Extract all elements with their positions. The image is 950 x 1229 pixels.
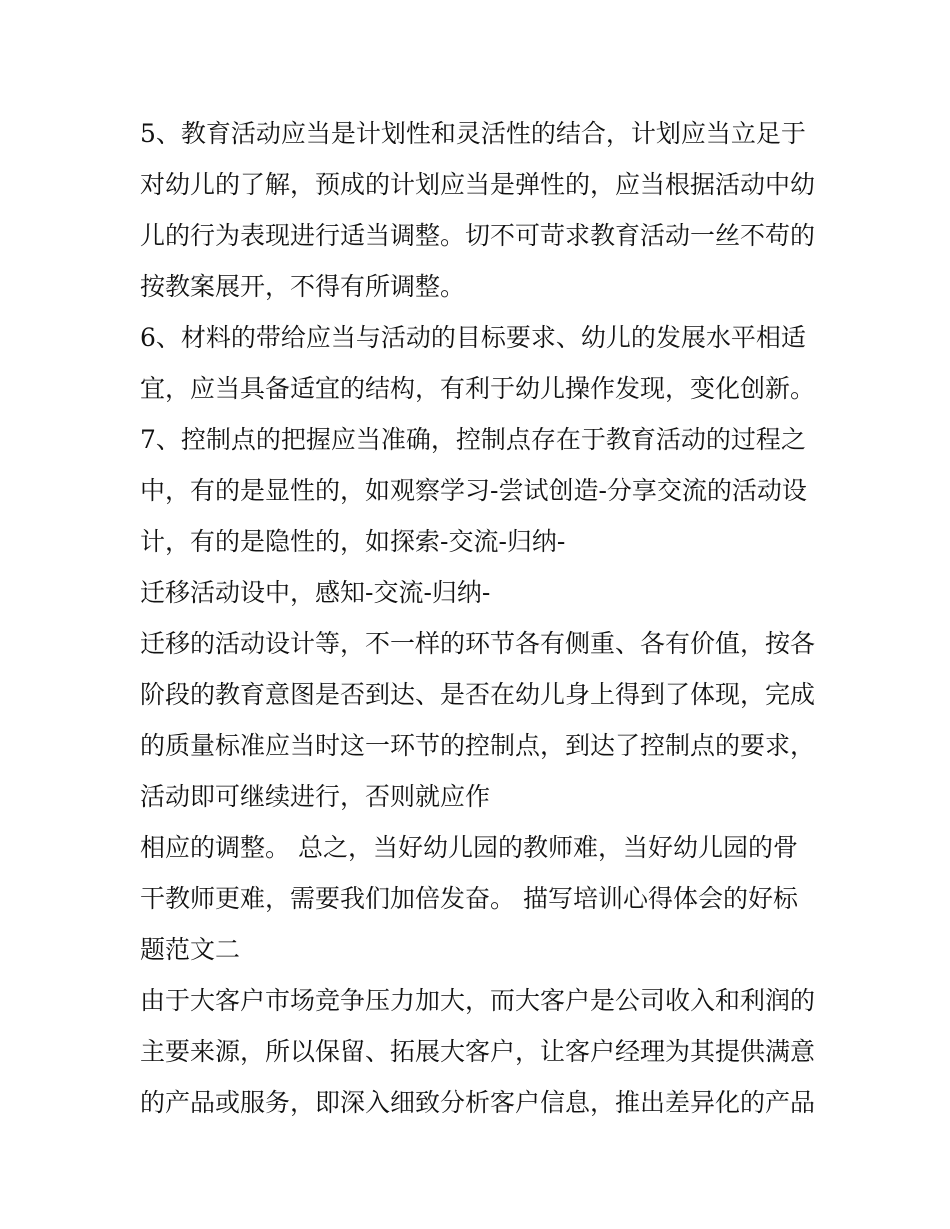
text-line: 儿的行为表现进行适当调整。切不可苛求教育活动一丝不苟的: [140, 221, 816, 250]
text-line: 相应的调整。 总之，当好幼儿园的教师难，当好幼儿园的骨: [140, 833, 798, 862]
text-line: 5、教育活动应当是计划性和灵活性的结合，计划应当立足于: [140, 119, 806, 148]
text-line: 对幼儿的了解，预成的计划应当是弹性的，应当根据活动中幼: [140, 170, 816, 199]
text-line: 中，有的是显性的，如观察学习-尝试创造-分享交流的活动设: [140, 476, 807, 505]
text-line: 由于大客户市场竞争压力加大，而大客户是公司收入和利润的: [140, 986, 816, 1015]
text-line: 主要来源，所以保留、拓展大客户，让客户经理为其提供满意: [140, 1037, 816, 1066]
text-line: 迁移活动设中，感知-交流-归纳-: [140, 578, 491, 607]
text-line: 6、材料的带给应当与活动的目标要求、幼儿的发展水平相适: [140, 323, 806, 352]
text-line: 的产品或服务，即深入细致分析客户信息，推出差异化的产品: [140, 1088, 816, 1117]
text-line: 计，有的是隐性的，如探索-交流-归纳-: [140, 527, 566, 556]
text-line: 阶段的教育意图是否到达、是否在幼儿身上得到了体现，完成: [140, 680, 816, 709]
text-line: 的质量标准应当时这一环节的控制点，到达了控制点的要求，: [140, 731, 816, 760]
text-line: 活动即可继续进行，否则就应作: [140, 782, 491, 811]
text-line: 7、控制点的把握应当准确，控制点存在于教育活动的过程之: [140, 425, 806, 454]
text-line: 宜，应当具备适宜的结构，有利于幼儿操作发现，变化创新。: [140, 374, 816, 403]
text-line: 按教案展开，不得有所调整。: [140, 272, 466, 301]
text-line: 题范文二: [140, 935, 241, 964]
text-line: 迁移的活动设计等，不一样的环节各有侧重、各有价值，按各: [140, 629, 816, 658]
document-body: [140, 108, 830, 1128]
text-line: 干教师更难，需要我们加倍发奋。 描写培训心得体会的好标: [140, 884, 798, 913]
